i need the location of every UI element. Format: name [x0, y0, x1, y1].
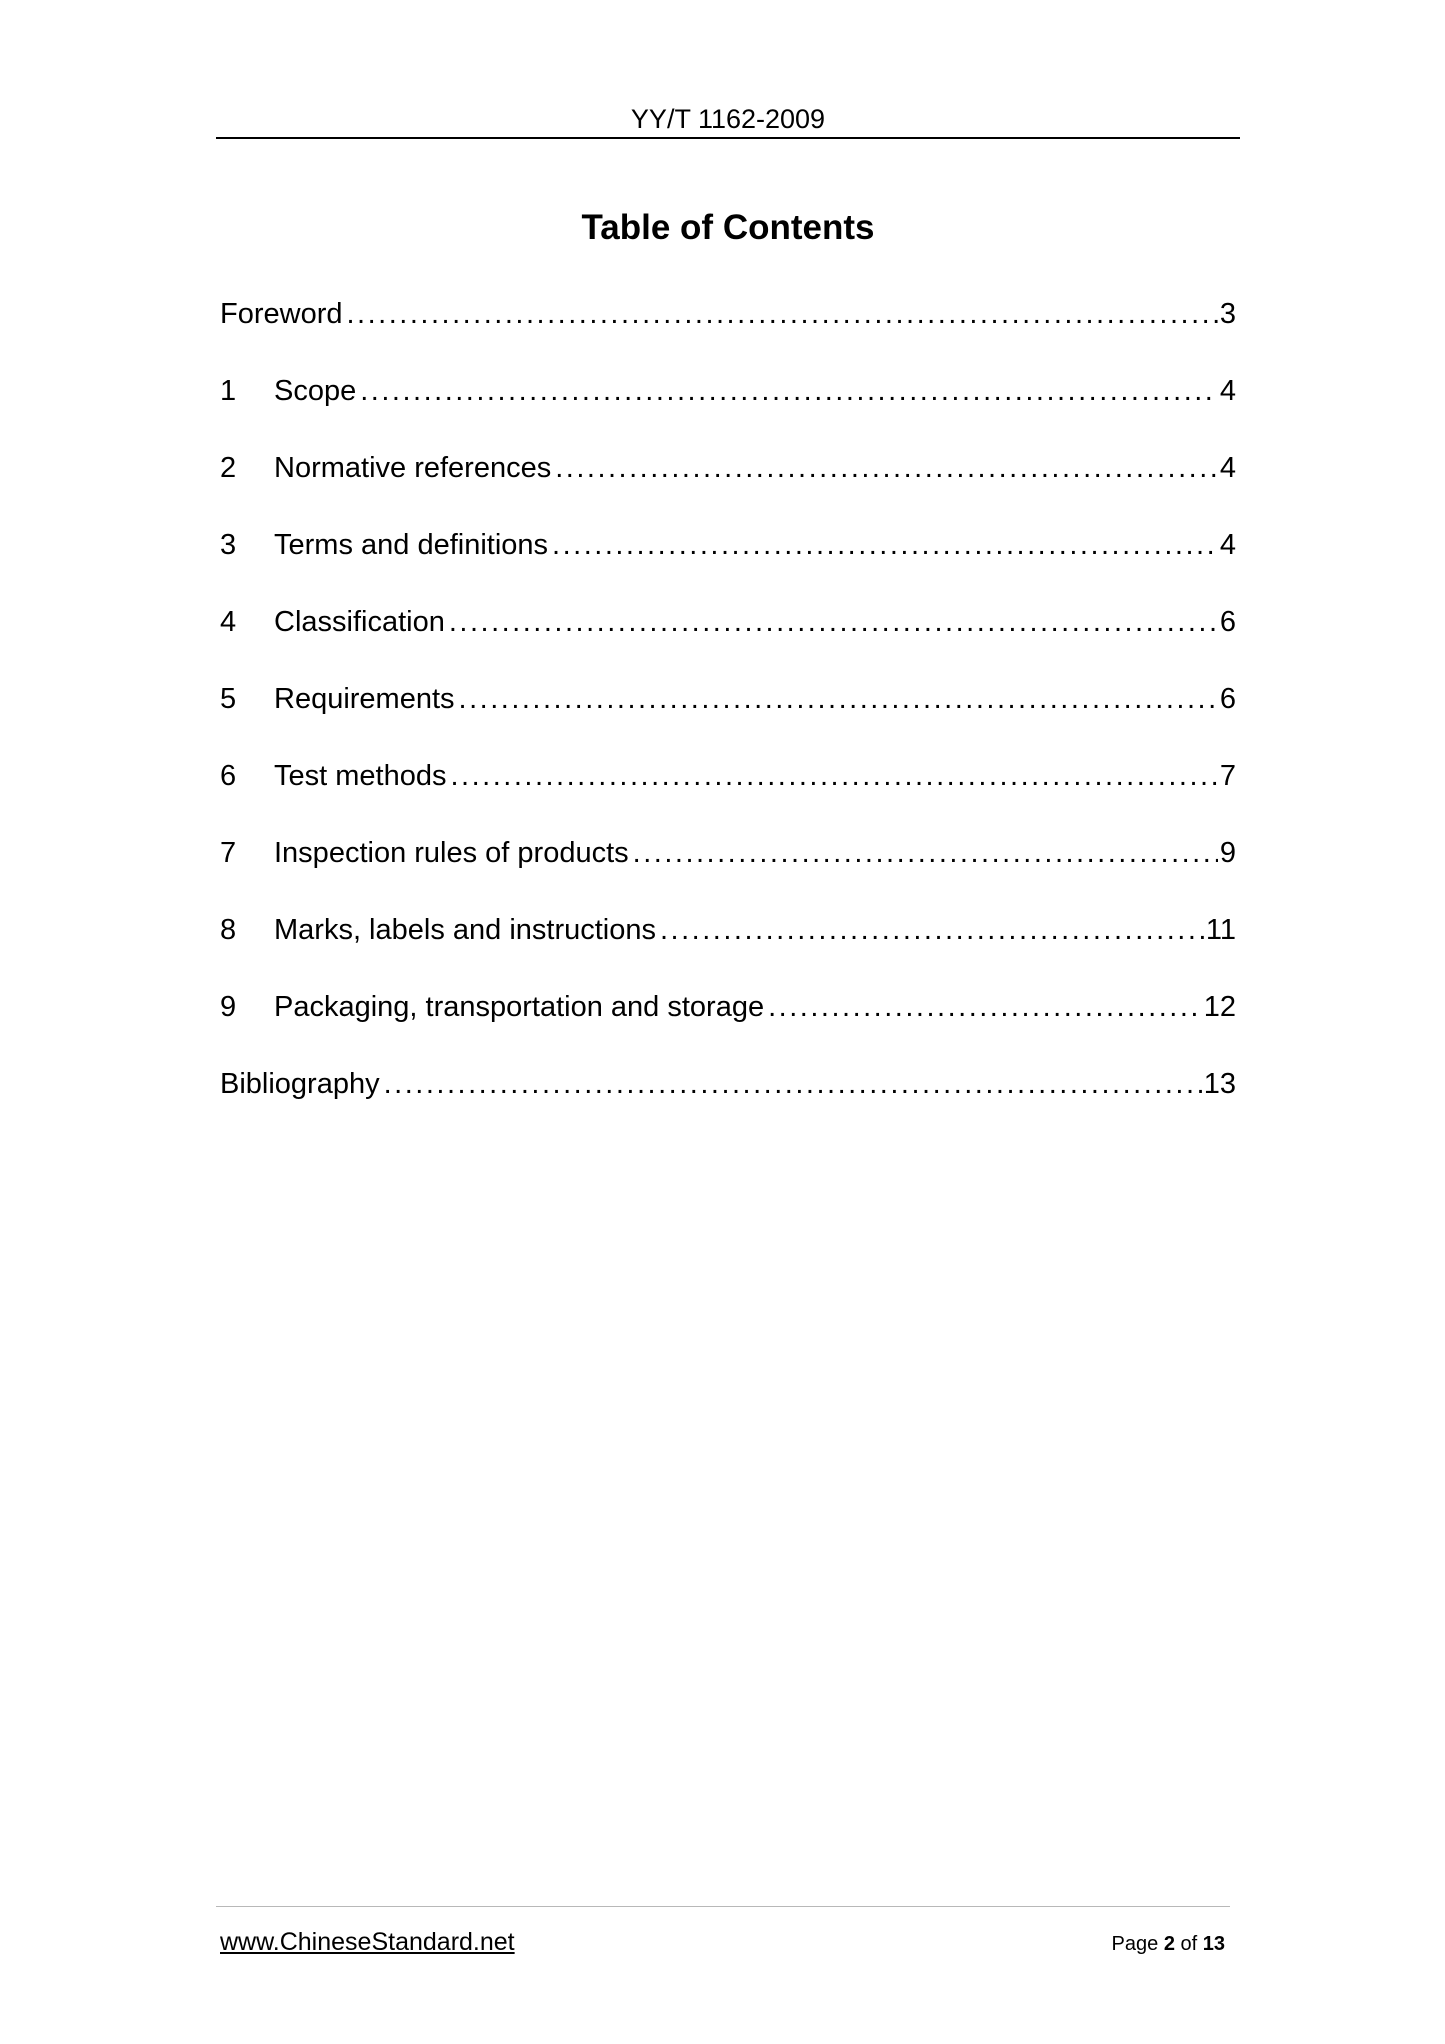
toc-entry-title: Terms and definitions: [274, 529, 549, 561]
footer-current-page: 2: [1163, 1933, 1175, 1955]
toc-entry-normative-references[interactable]: [220, 448, 1236, 525]
toc-entry-page: 4: [1219, 529, 1236, 561]
toc-entry-number: 8: [220, 914, 237, 946]
toc-entry-page: 6: [1219, 683, 1236, 715]
toc-entry-number: 1: [220, 375, 237, 407]
toc-entry-page: 3: [1219, 298, 1236, 330]
toc-entry-packaging-transportation-storage[interactable]: [220, 987, 1236, 1064]
toc-entry-terms-and-definitions[interactable]: [220, 525, 1236, 602]
footer-website-link[interactable]: www.ChineseStandard.net: [220, 1928, 515, 1956]
toc-entry-page: 9: [1219, 837, 1236, 869]
toc-dot-leader: [660, 910, 1204, 950]
toc-entry-number: 7: [220, 837, 237, 869]
footer-page-word: Page: [1111, 1933, 1159, 1955]
toc-entry-title: Inspection rules of products: [274, 837, 629, 869]
toc-entry-title: Packaging, transportation and storage: [274, 991, 765, 1023]
toc-dot-leader: [768, 987, 1202, 1027]
toc-entry-page: 4: [1219, 375, 1236, 407]
toc-dot-leader: [449, 602, 1218, 642]
toc-entry-number: 4: [220, 606, 237, 638]
toc-entry-page: 7: [1219, 760, 1236, 792]
toc-entry-page: 4: [1219, 452, 1236, 484]
toc-entry-page: 12: [1203, 991, 1236, 1023]
toc-entry-bibliography[interactable]: [220, 1064, 1236, 1141]
toc-dot-leader: [555, 448, 1218, 488]
toc-entry-number: 5: [220, 683, 237, 715]
footer-page-number: [1112, 1930, 1225, 1958]
header-rule: [216, 137, 1240, 139]
toc-entry-title: Normative references: [274, 452, 552, 484]
toc-dot-leader: [347, 294, 1218, 334]
toc-entry-title: Bibliography: [220, 1068, 380, 1100]
toc-entry-page: 6: [1219, 606, 1236, 638]
toc-title: Table of Contents: [581, 208, 875, 247]
toc-entry-page: 13: [1203, 1068, 1236, 1100]
toc-entry-scope[interactable]: [220, 371, 1236, 448]
toc-entry-number: 6: [220, 760, 237, 792]
footer-total-pages: 13: [1202, 1933, 1225, 1955]
toc-entry-title: Test methods: [274, 760, 447, 792]
footer-of-word: of: [1180, 1933, 1198, 1955]
toc-entry-test-methods[interactable]: [220, 756, 1236, 833]
footer-rule: [216, 1906, 1230, 1907]
toc-entry-title: Requirements: [274, 683, 455, 715]
toc-entry-number: 3: [220, 529, 237, 561]
toc-entry-page: 11: [1205, 914, 1236, 946]
toc-entry-marks-labels-instructions[interactable]: [220, 910, 1236, 987]
toc-entry-title: Marks, labels and instructions: [274, 914, 656, 946]
toc-dot-leader: [450, 756, 1217, 796]
toc-dot-leader: [384, 1064, 1202, 1104]
toc-entry-requirements[interactable]: [220, 679, 1236, 756]
toc-entry-title: Classification: [274, 606, 445, 638]
toc-dot-leader: [552, 525, 1218, 565]
toc-dot-leader: [360, 371, 1218, 411]
toc-dot-leader: [459, 679, 1218, 719]
toc-list: [220, 294, 1236, 1141]
toc-entry-number: 9: [220, 991, 237, 1023]
toc-entry-title: Foreword: [220, 298, 343, 330]
header-standard-code: YY/T 1162-2009: [630, 104, 826, 134]
toc-entry-title: Scope: [274, 375, 357, 407]
toc-entry-foreword[interactable]: [220, 294, 1236, 371]
toc-entry-number: 2: [220, 452, 237, 484]
toc-dot-leader: [633, 833, 1218, 873]
toc-entry-classification[interactable]: [220, 602, 1236, 679]
toc-entry-inspection-rules[interactable]: [220, 833, 1236, 910]
